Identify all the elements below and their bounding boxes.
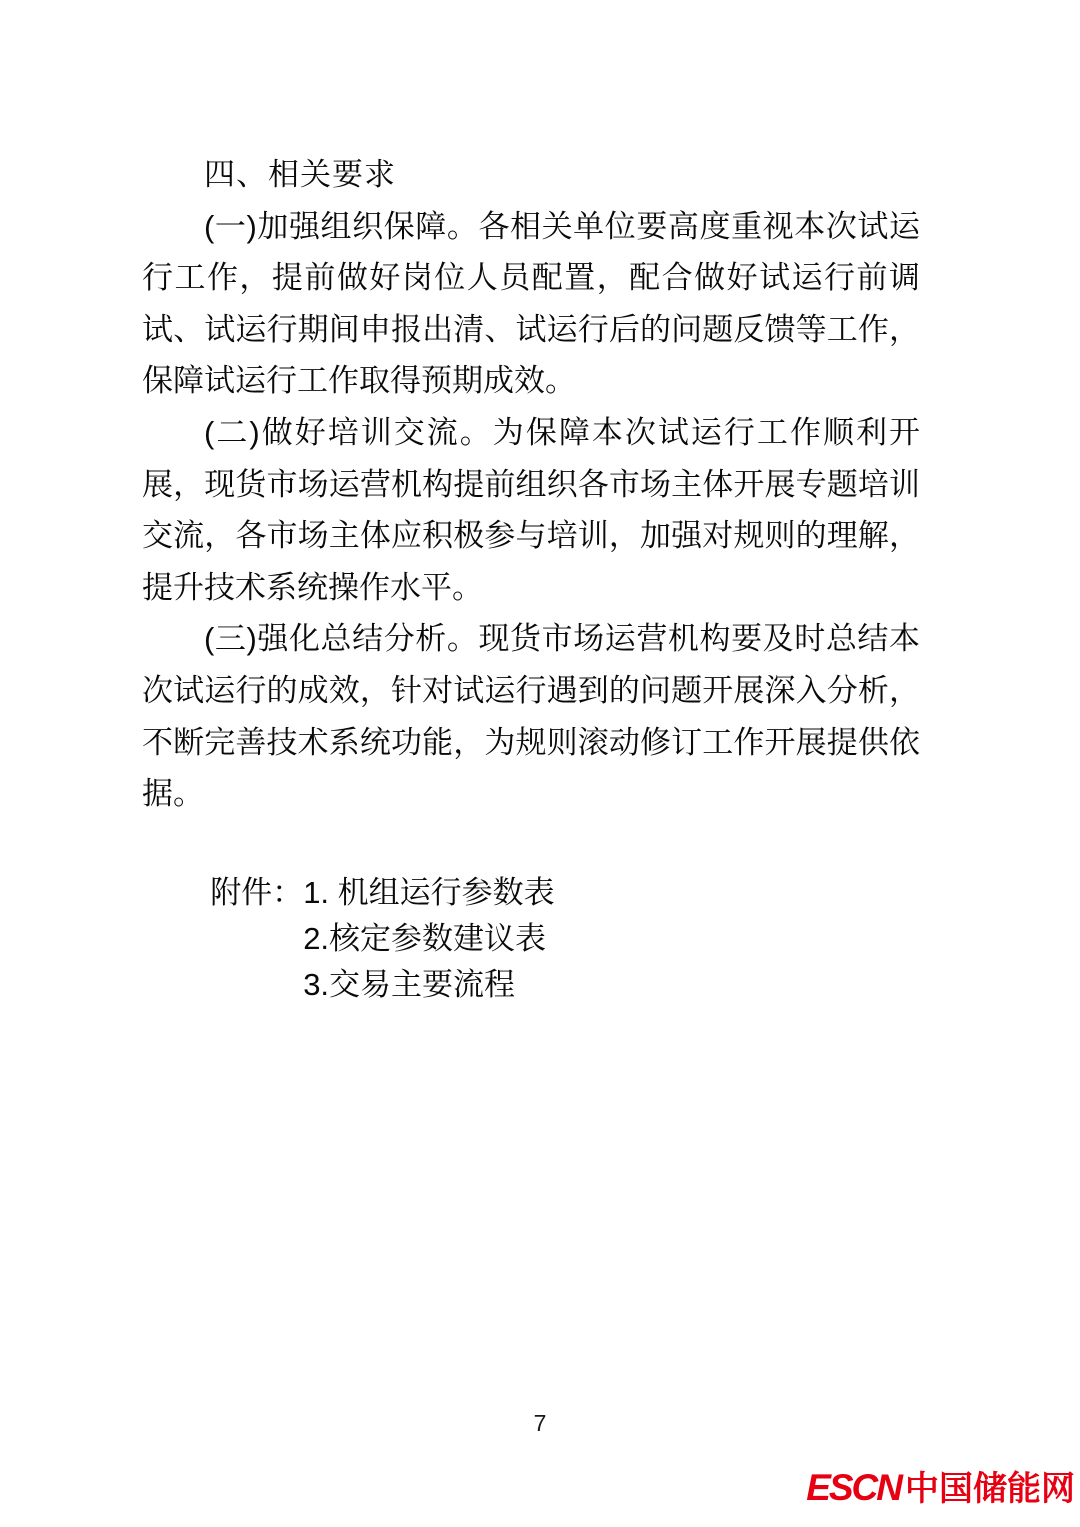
attachment-item-unit-parameters: 1. 机组运行参数表 bbox=[303, 874, 555, 910]
attachments-block bbox=[142, 870, 920, 1008]
escn-logo bbox=[806, 1461, 1075, 1510]
attachments-label: 附件： bbox=[210, 874, 304, 910]
paragraph-summary-analysis: (三)强化总结分析。现货市场运营机构要及时总结本次试运行的成效，针对试运行遇到的问题开展深入分析，不断完善技术系统功能，为规则滚动修订工作开展提供依据。 bbox=[142, 621, 920, 812]
section-heading: 四、相关要求 bbox=[204, 157, 396, 192]
attachment-item-verified-parameters: 2.核定参数建议表 bbox=[303, 920, 547, 956]
attachment-item-trading-process: 3.交易主要流程 bbox=[303, 966, 516, 1002]
escn-logo-chinese-text: 中国储能网 bbox=[905, 1470, 1075, 1508]
paragraph-training-exchange: (二)做好培训交流。为保障本次试运行工作顺利开展，现货市场运营机构提前组织各市场主体开展专题培训交流，各市场主体应积极参与培训，加强对规则的理解，提升技术系统操作水平。 bbox=[142, 414, 920, 605]
attachments-list bbox=[303, 870, 920, 1008]
document-body bbox=[142, 149, 920, 1008]
page-number: 7 bbox=[533, 1410, 547, 1436]
escn-logo-latin-text: ESCN bbox=[806, 1467, 901, 1508]
paragraph-organization-guarantee: (一)加强组织保障。各相关单位要高度重视本次试运行工作，提前做好岗位人员配置，配合做好试运行前调试、试运行期间申报出清、试运行后的问题反馈等工作，保障试运行工作取得预期成效。 bbox=[142, 208, 920, 399]
